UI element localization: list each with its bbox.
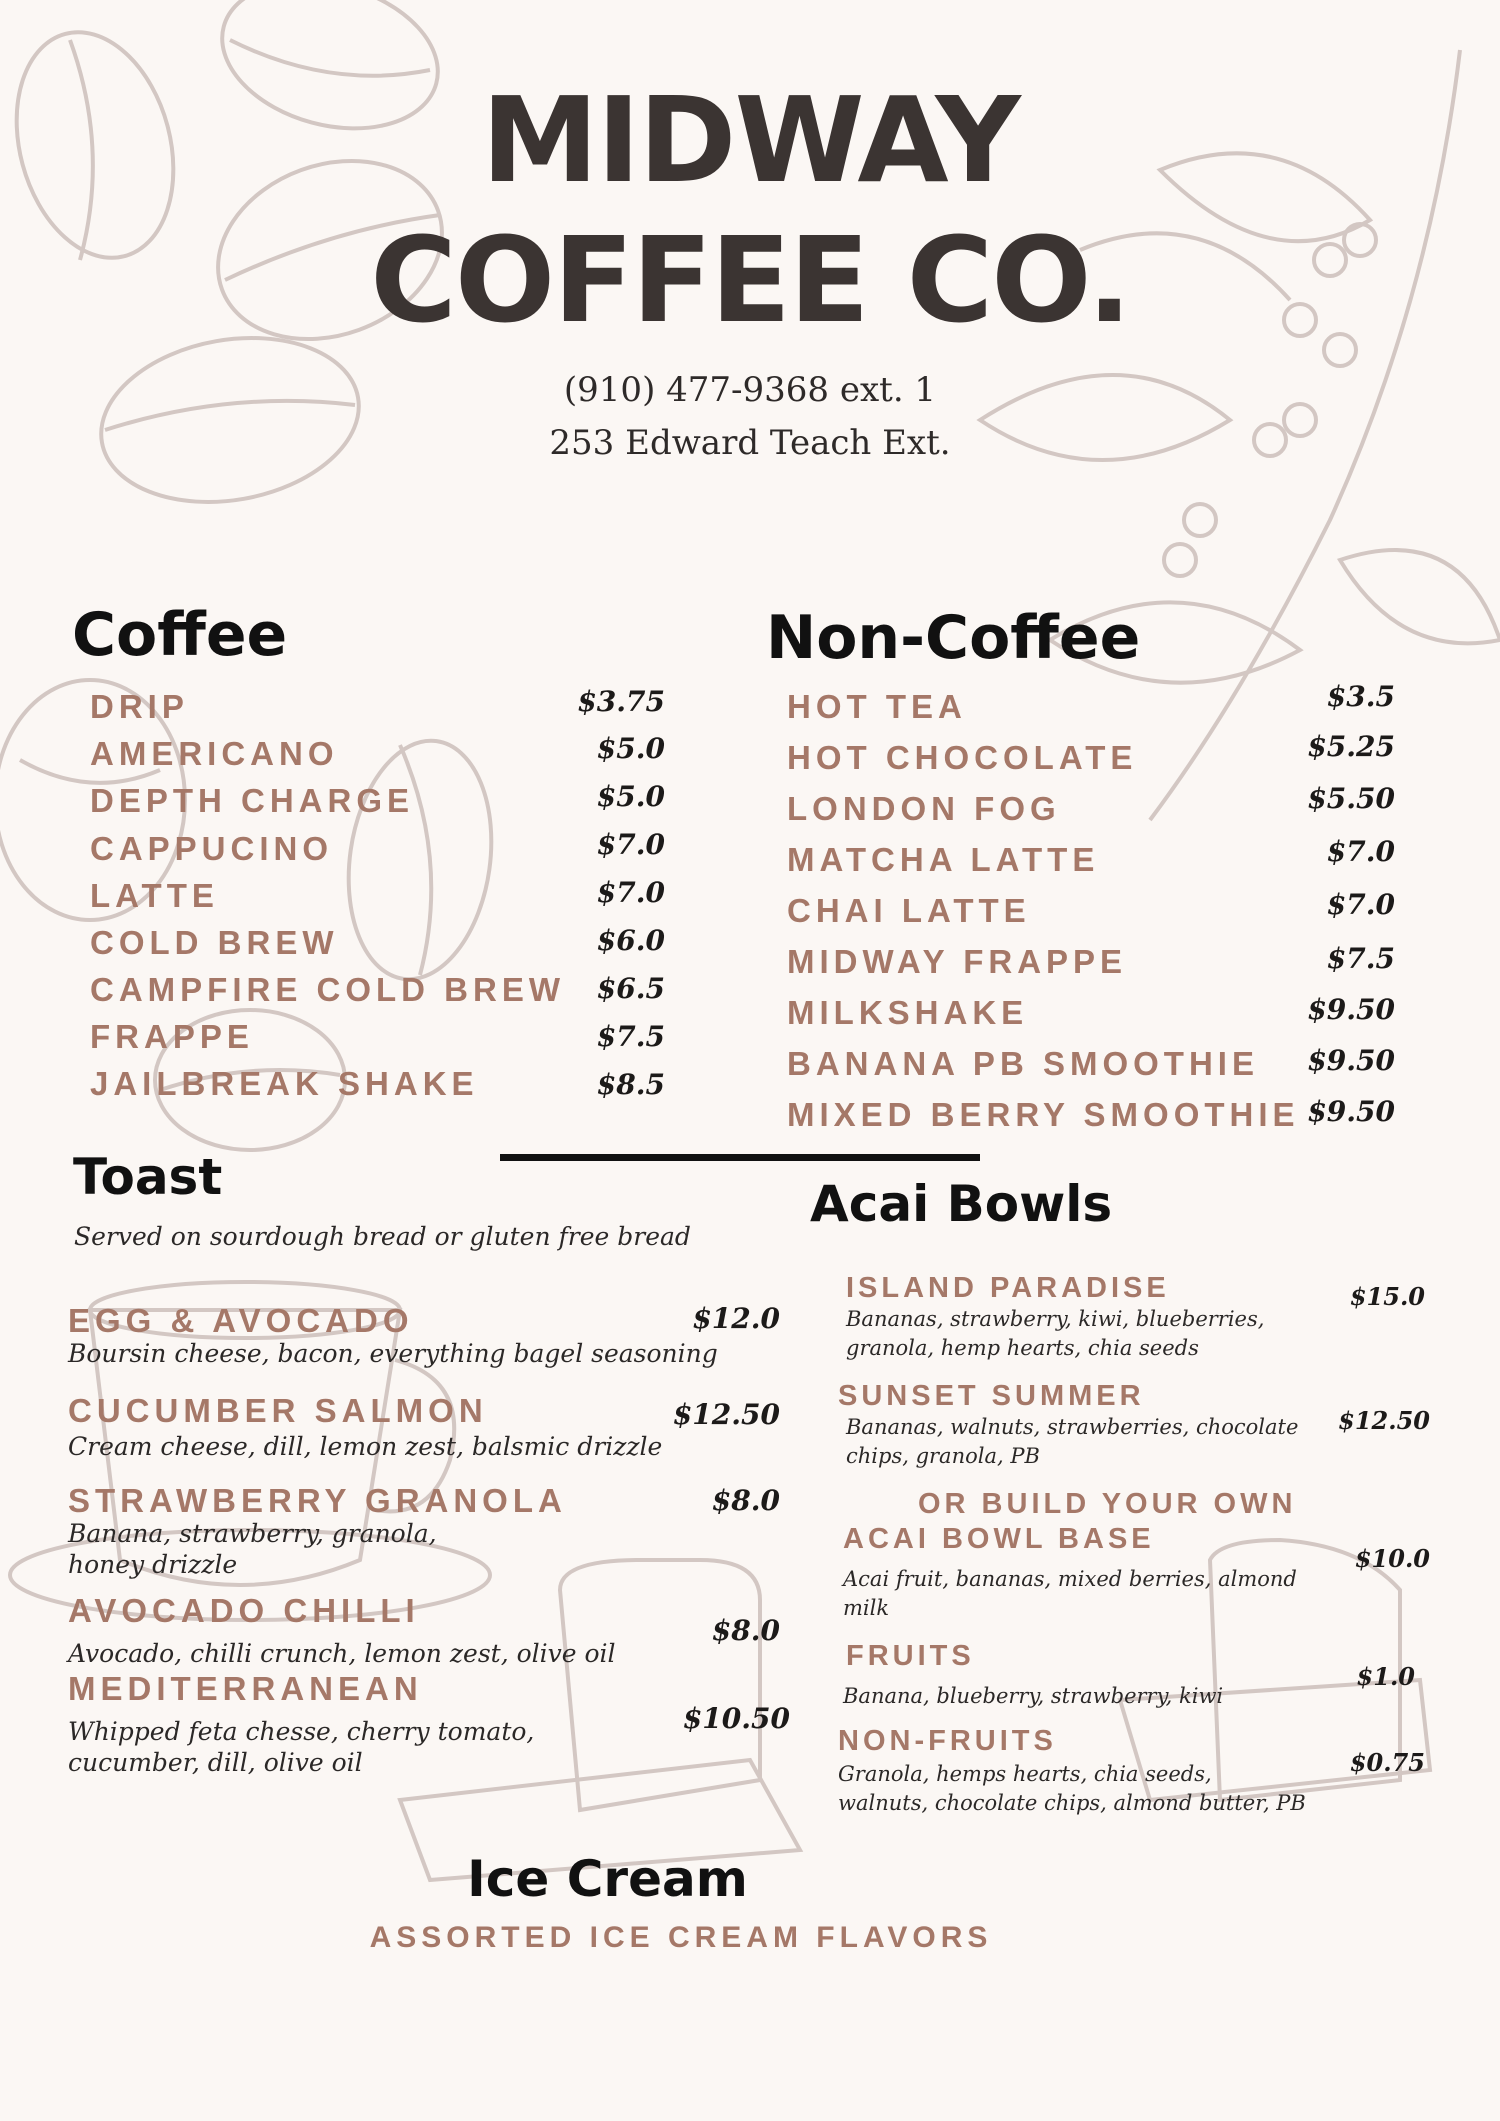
non-coffee-item-price: $5.50 xyxy=(1307,782,1395,815)
non-coffee-item-name: BANANA PB SMOOTHIE xyxy=(787,1045,1259,1082)
coffee-item-price: $7.0 xyxy=(596,828,665,861)
coffee-item-name: COLD BREW xyxy=(90,924,339,961)
toast-item-name: STRAWBERRY GRANOLA xyxy=(68,1482,567,1519)
acai-item-desc: Banana, blueberry, strawberry, kiwi xyxy=(843,1684,1224,1708)
address: 253 Edward Teach Ext. xyxy=(549,423,951,463)
coffee-item-name: CAMPFIRE COLD BREW xyxy=(90,971,565,1008)
toast-item-name: EGG & AVOCADO xyxy=(68,1302,414,1339)
non-coffee-item-price: $9.50 xyxy=(1307,993,1395,1026)
non-coffee-item-name: MIDWAY FRAPPE xyxy=(787,943,1128,980)
acai-item-desc: Bananas, strawberry, kiwi, blueberries, granola, hemp hearts, chia seeds xyxy=(846,1307,1265,1360)
acai-item-name: ACAI BOWL BASE xyxy=(843,1523,1155,1555)
acai-item-desc: Granola, hemps hearts, chia seeds, walnuts, chocolate chips, almond butter, PB xyxy=(838,1762,1306,1815)
acai-item-price: $10.0 xyxy=(1354,1544,1430,1573)
toast-item-price: $12.50 xyxy=(672,1398,780,1431)
coffee-heading: Coffee xyxy=(72,600,288,670)
coffee-item-name: DEPTH CHARGE xyxy=(90,782,415,819)
coffee-item-name: LATTE xyxy=(90,877,219,914)
non-coffee-heading: Non-Coffee xyxy=(766,603,1141,673)
non-coffee-item-price: $7.0 xyxy=(1326,835,1395,868)
section-divider xyxy=(500,1154,980,1161)
toast-item-price: $12.0 xyxy=(692,1302,780,1335)
acai-item-desc: Bananas, walnuts, strawberries, chocolate chips, granola, PB xyxy=(846,1415,1299,1468)
non-coffee-item-price: $3.5 xyxy=(1326,680,1395,713)
acai-item-price: $0.75 xyxy=(1349,1748,1425,1777)
coffee-item-price: $5.0 xyxy=(596,732,665,765)
acai-item-price: $1.0 xyxy=(1356,1662,1415,1691)
acai-heading: Acai Bowls xyxy=(810,1175,1113,1233)
toast-item-desc: Cream cheese, dill, lemon zest, balsmic drizzle xyxy=(68,1432,663,1461)
non-coffee-item-name: LONDON FOG xyxy=(787,790,1061,827)
coffee-item-price: $7.0 xyxy=(596,876,665,909)
acai-item-name: SUNSET SUMMER xyxy=(838,1380,1145,1412)
non-coffee-item-name: MIXED BERRY SMOOTHIE xyxy=(787,1096,1300,1133)
toast-item-name: CUCUMBER SALMON xyxy=(68,1392,488,1429)
toast-item-desc: Banana, strawberry, granola, honey drizzle xyxy=(68,1519,437,1579)
non-coffee-item-name: CHAI LATTE xyxy=(787,892,1031,929)
coffee-item-name: CAPPUCINO xyxy=(90,830,334,867)
coffee-item-price: $6.0 xyxy=(596,924,665,957)
acai-item-price: $15.0 xyxy=(1349,1282,1425,1311)
toast-item-price: $8.0 xyxy=(711,1614,780,1647)
non-coffee-item-price: $9.50 xyxy=(1307,1095,1395,1128)
acai-item-desc: Acai fruit, bananas, mixed berries, almond milk xyxy=(843,1567,1297,1620)
coffee-item-name: DRIP xyxy=(90,688,189,725)
coffee-item-price: $8.5 xyxy=(596,1068,665,1101)
coffee-item-name: FRAPPE xyxy=(90,1018,254,1055)
coffee-item-price: $7.5 xyxy=(596,1020,665,1053)
toast-item-desc: Avocado, chilli crunch, lemon zest, olive oil xyxy=(68,1639,616,1668)
non-coffee-item-name: HOT CHOCOLATE xyxy=(787,739,1138,776)
coffee-item-price: $5.0 xyxy=(596,780,665,813)
non-coffee-item-price: $7.0 xyxy=(1326,888,1395,921)
non-coffee-item-price: $5.25 xyxy=(1307,730,1395,763)
ice-cream-heading: Ice Cream xyxy=(467,1850,748,1908)
non-coffee-item-name: HOT TEA xyxy=(787,688,967,725)
toast-item-desc: Boursin cheese, bacon, everything bagel seasoning xyxy=(68,1339,718,1368)
coffee-item-price: $6.5 xyxy=(596,972,665,1005)
ice-cream-subtitle: ASSORTED ICE CREAM FLAVORS xyxy=(369,1921,993,1954)
phone-number: (910) 477-9368 ext. 1 xyxy=(563,370,937,410)
build-your-own-label: OR BUILD YOUR OWN xyxy=(918,1488,1297,1520)
acai-item-name: NON-FRUITS xyxy=(838,1725,1057,1757)
coffee-item-price: $3.75 xyxy=(577,685,665,718)
acai-item-name: FRUITS xyxy=(846,1640,975,1672)
toast-heading: Toast xyxy=(73,1148,223,1206)
toast-item-name: AVOCADO CHILLI xyxy=(68,1592,420,1629)
non-coffee-item-price: $9.50 xyxy=(1307,1044,1395,1077)
shop-title-line1: MIDWAY xyxy=(481,71,1019,209)
toast-item-desc: Whipped feta chesse, cherry tomato, cucumber, dill, olive oil xyxy=(68,1717,535,1777)
coffee-item-name: JAILBREAK SHAKE xyxy=(90,1065,479,1102)
toast-item-price: $8.0 xyxy=(711,1484,780,1517)
toast-subtitle: Served on sourdough bread or gluten free bread xyxy=(74,1222,691,1251)
toast-item-name: MEDITERRANEAN xyxy=(68,1670,423,1707)
shop-title-line2: COFFEE CO. xyxy=(370,211,1130,349)
non-coffee-item-price: $7.5 xyxy=(1326,942,1395,975)
non-coffee-item-name: MATCHA LATTE xyxy=(787,841,1100,878)
toast-item-price: $10.50 xyxy=(682,1702,790,1735)
coffee-item-name: AMERICANO xyxy=(90,735,339,772)
non-coffee-item-name: MILKSHAKE xyxy=(787,994,1029,1031)
acai-item-price: $12.50 xyxy=(1338,1406,1430,1435)
acai-item-name: ISLAND PARADISE xyxy=(846,1272,1170,1304)
